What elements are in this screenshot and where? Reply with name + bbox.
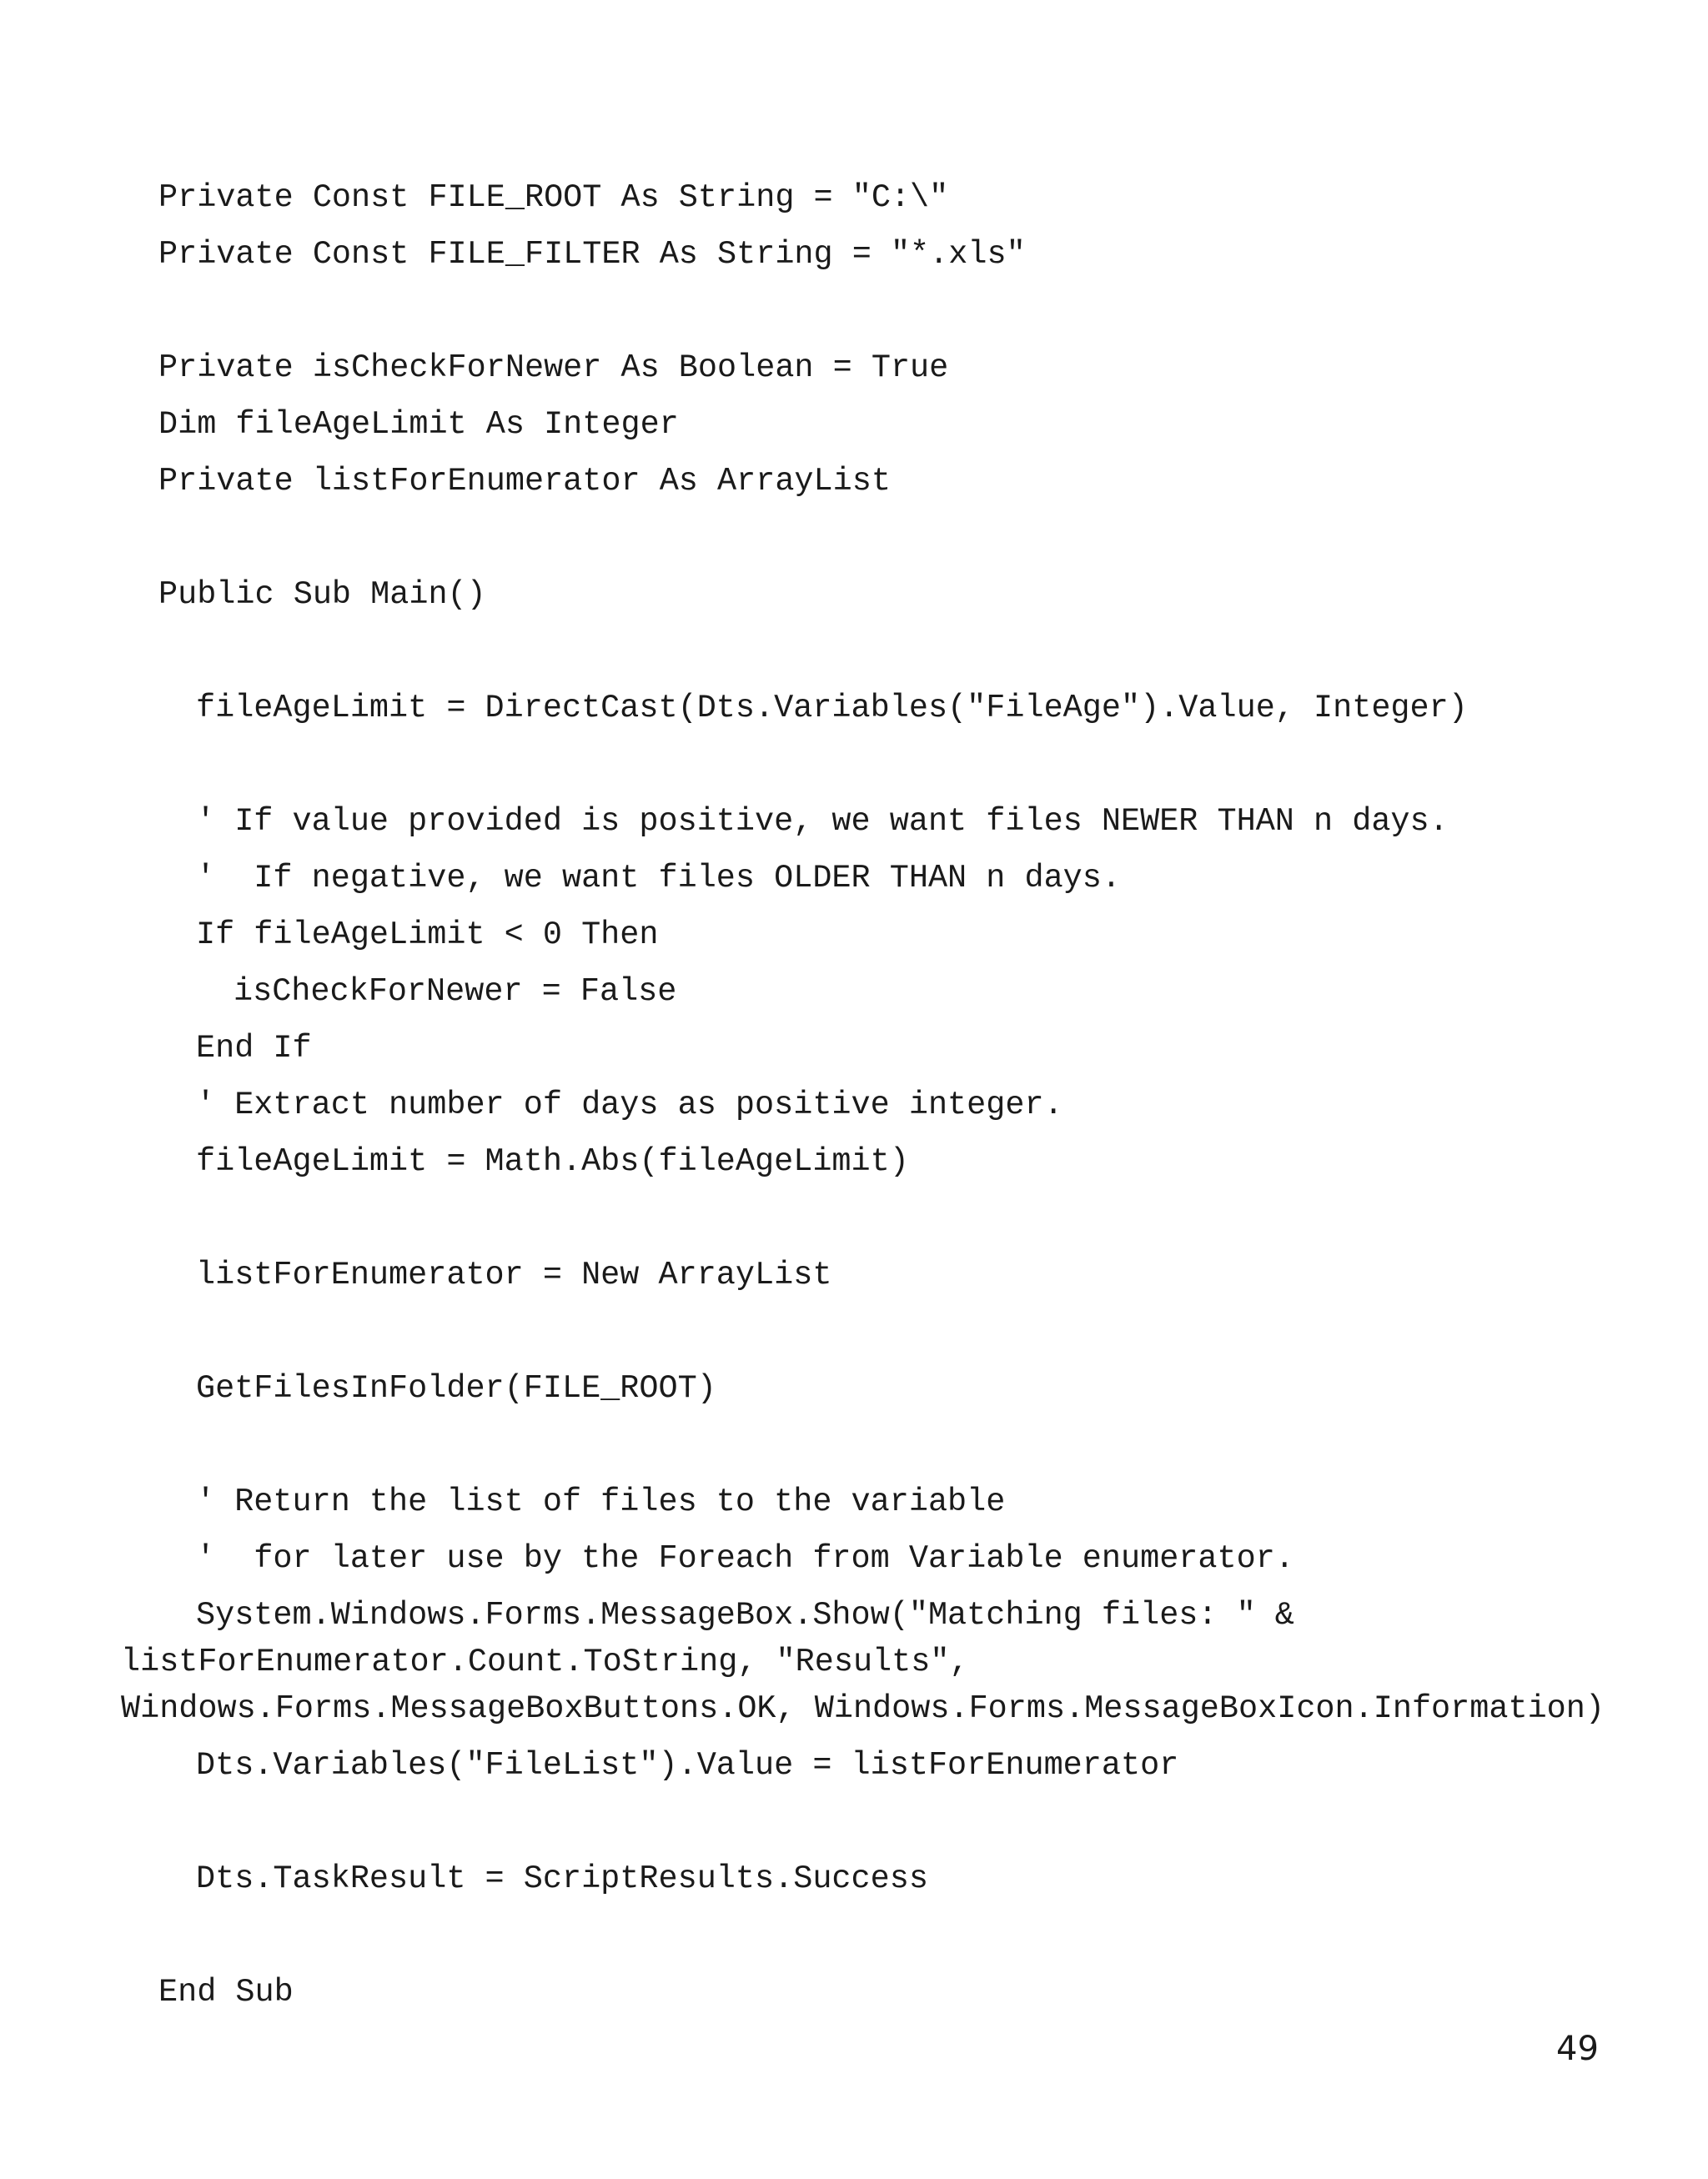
code-line: listForEnumerator = New ArrayList [196,1257,832,1293]
code-line: System.Windows.Forms.MessageBox.Show("Matching files: " & [196,1597,1294,1634]
code-line: If fileAgeLimit < 0 Then [196,916,659,953]
code-comment: ' Extract number of days as positive integer. [196,1087,1063,1123]
code-line: Private Const FILE_FILTER As String = "*.xls" [158,236,1026,273]
code-line: Dts.Variables("FileList").Value = listForEnumerator [196,1747,1179,1784]
code-line-continuation: listForEnumerator.Count.ToString, "Results", [121,1644,969,1680]
code-line: Private listForEnumerator As ArrayList [158,463,891,500]
code-line: Private Const FILE_ROOT As String = "C:\" [158,179,949,216]
code-line: Public Sub Main() [158,576,486,613]
code-line: End Sub [158,1974,294,2011]
code-line: GetFilesInFolder(FILE_ROOT) [196,1370,716,1407]
code-comment: ' If negative, we want files OLDER THAN n days. [196,860,1121,896]
code-line: fileAgeLimit = DirectCast(Dts.Variables("FileAge").Value, Integer) [196,690,1468,726]
code-comment: ' Return the list of files to the variable [196,1484,1006,1520]
code-line: Private isCheckForNewer As Boolean = True [158,349,949,386]
code-line: fileAgeLimit = Math.Abs(fileAgeLimit) [196,1143,909,1180]
code-line: End If [196,1030,312,1067]
code-comment: ' If value provided is positive, we want files NEWER THAN n days. [196,803,1449,840]
code-line: Dts.TaskResult = ScriptResults.Success [196,1860,928,1897]
code-comment: ' for later use by the Foreach from Variable enumerator. [196,1540,1294,1577]
page-number: 49 [1556,2030,1599,2068]
code-line: Dim fileAgeLimit As Integer [158,406,679,443]
code-line-continuation: Windows.Forms.MessageBoxButtons.OK, Windows.Forms.MessageBoxIcon.Information) [121,1690,1605,1727]
code-line: isCheckForNewer = False [234,973,677,1010]
